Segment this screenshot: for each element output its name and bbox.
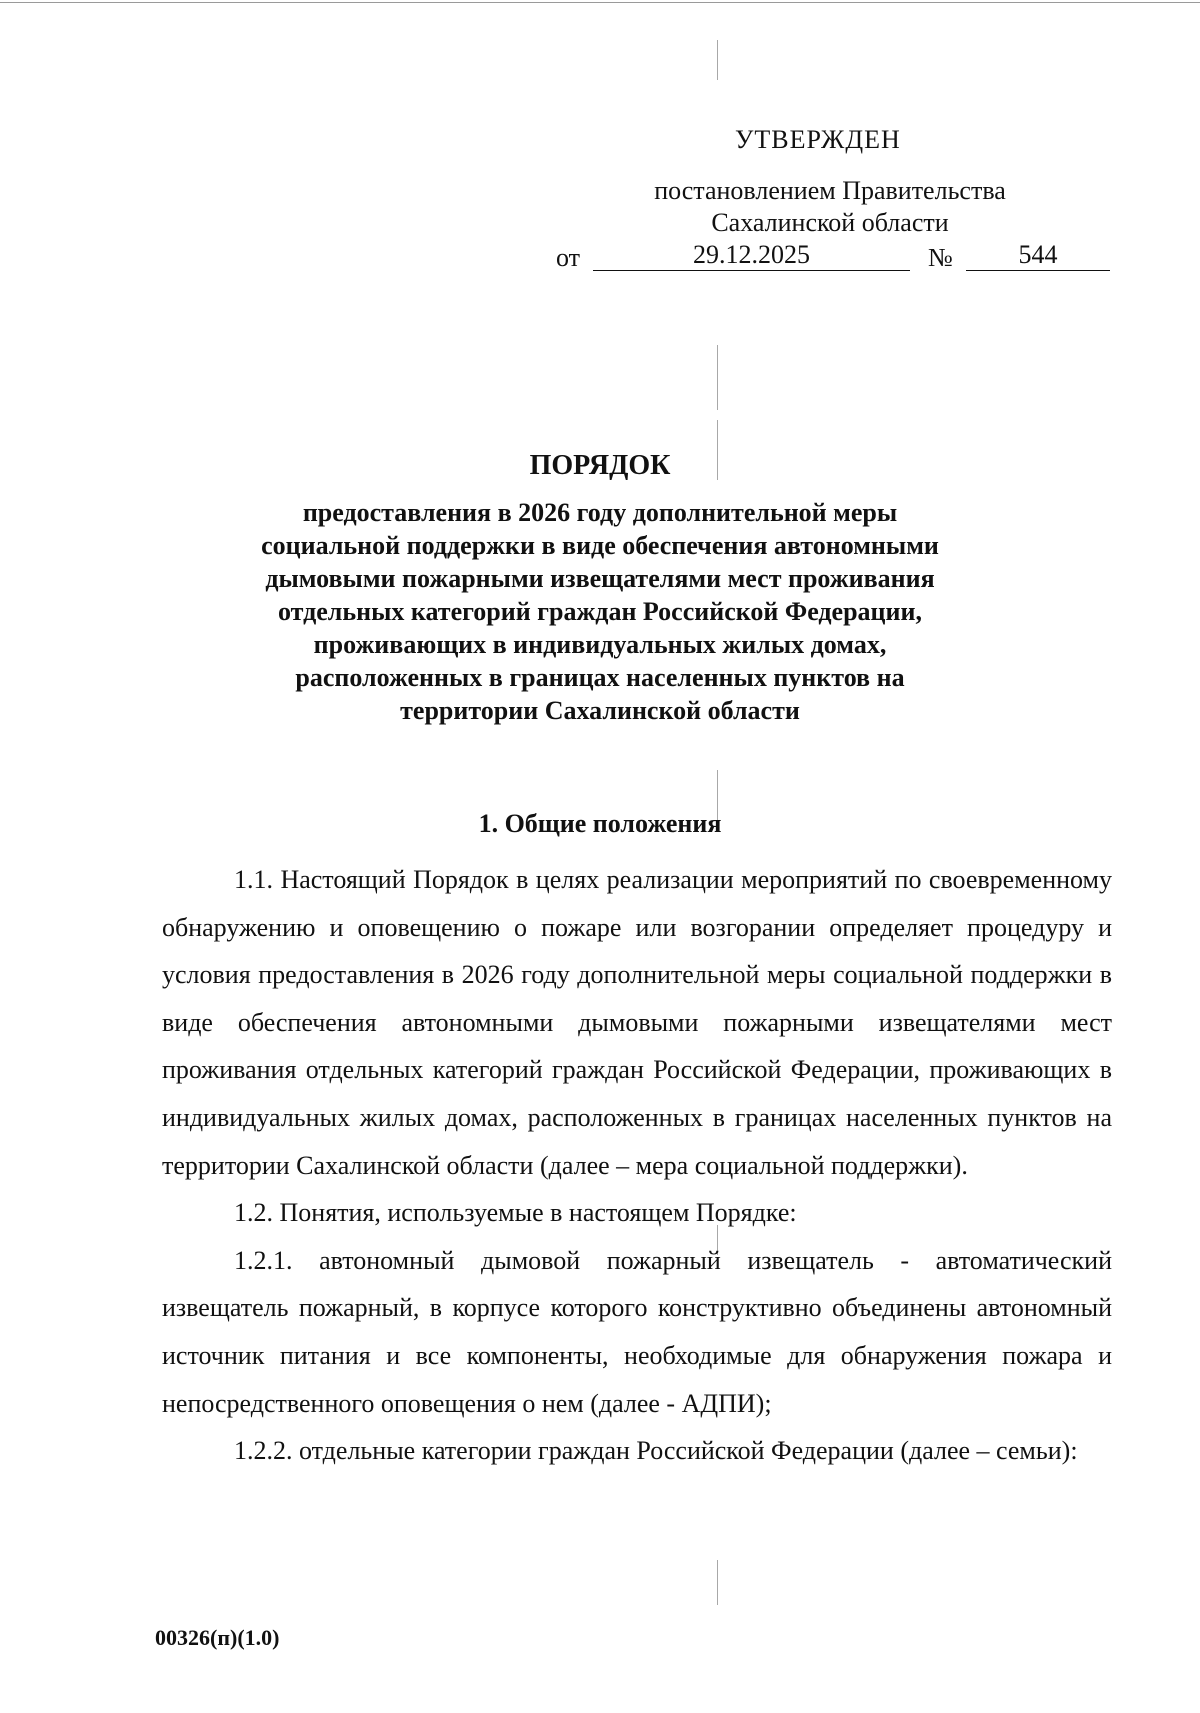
approval-number-label: № [928,243,953,272]
approval-line-1: постановлением Правительства [654,176,1006,205]
approval-date: 29.12.2025 [593,240,910,271]
paragraph-1-2-2: 1.2.2. отдельные категории граждан Российской Федерации (далее – семьи): [234,1436,1078,1466]
approval-from-label: от [556,243,581,272]
approval-title: УТВЕРЖДЕН [735,125,901,154]
scan-crease-line [717,1560,718,1605]
document-body [162,856,1112,1475]
paragraph-1-2: 1.2. Понятия, используемые в настоящем Порядке: [234,1198,797,1228]
section-title: 1. Общие положения [478,809,722,838]
document-subtitle: предоставления в 2026 году дополнительной меры социальной поддержки в виде обеспечения автономными дымовыми пожарными извещателями мест проживания отдельных категорий граждан Российской Федерации, проживающих в индивидуальных жилых домах, расположенных в границах населенных пунктов на территории Сахалинской области [261,498,939,725]
approval-number: 544 [966,240,1110,271]
document-heading [0,450,1200,727]
scan-crease-line [717,345,718,410]
document-code: 00326(п)(1.0) [155,1625,280,1650]
approval-block [0,0,1200,290]
paragraph-1-1: 1.1. Настоящий Порядок в целях реализации мероприятий по своевременному обнаружению и оповещению о пожаре или возгорании определяет процедуру и условия предоставления в 2026 году дополнительной меры социальной поддержки в виде обеспечения автономными дымовыми пожарными извещателями мест проживания отдельных категорий граждан Российской Федерации, проживающих в индивидуальных жилых домах, расположенных в границах населенных пунктов на территории Сахалинской области (далее – мера социальной поддержки). [162,865,1112,1180]
paragraph-1-2-1: 1.2.1. автономный дымовой пожарный извещатель - автоматический извещатель пожарный, в корпусе которого конструктивно объединены автономный источник питания и все компоненты, необходимые для обнаружения пожара и непосредственного оповещения о нем (далее - АДПИ); [162,1245,1112,1418]
approval-line-2: Сахалинской области [711,208,949,237]
document-title: ПОРЯДОК [529,450,671,481]
